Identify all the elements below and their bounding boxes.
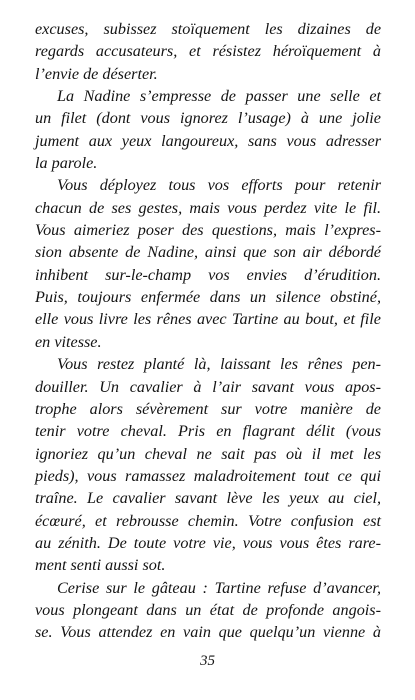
page-number: 35 <box>200 653 215 669</box>
text-line: Cerise sur le gâteau : Tartine refuse d’avancer, <box>57 578 381 597</box>
text-line: douiller. Un cavalier à l’air savant vous apos- <box>35 377 381 396</box>
text-line: l’envie de déserter. <box>35 64 158 83</box>
text-line: regards accusateurs, et résistez héroïquement à <box>35 42 381 61</box>
text-line: ment senti aussi sot. <box>35 556 166 575</box>
text-line: Vous aimeriez poser des questions, mais l’expres- <box>35 221 381 240</box>
text-line: vous plongeant dans un état de profonde angois- <box>35 600 381 619</box>
text-line: Vous déployez tous vos efforts pour retenir <box>57 176 381 195</box>
body-text <box>35 18 381 644</box>
text-line: elle vous livre les rênes avec Tartine au bout, et file <box>35 310 381 329</box>
text-line: trophe alors sévèrement sur votre manière de <box>35 399 381 418</box>
text-line: traîne. Le cavalier savant lève les yeux au ciel, <box>35 489 381 508</box>
text-line: écœuré, et rebrousse chemin. Votre confusion est <box>35 511 381 530</box>
text-line: pieds), vous ramassez maladroitement tout ce qui <box>35 466 381 485</box>
text-line: Puis, toujours enfermée dans un silence obstiné, <box>35 288 381 307</box>
text-line: La Nadine s’empresse de passer une selle et <box>57 87 381 106</box>
text-line: ignoriez qu’un cheval ne sait pas où il met les <box>35 444 381 463</box>
text-line: se. Vous attendez en vain que quelqu’un vienne à <box>35 623 381 642</box>
text-line: jument aux yeux langoureux, sans vous adresser <box>35 131 381 150</box>
text-line: sion absente de Nadine, ainsi que son air débordé <box>35 243 381 262</box>
text-line: excuses, subissez stoïquement les dizaines de <box>35 20 381 38</box>
text-line: au zénith. De toute votre vie, vous vous êtes rare- <box>35 533 381 552</box>
text-line: la parole. <box>35 154 98 173</box>
text-line: en vitesse. <box>35 332 102 351</box>
text-line: tenir votre cheval. Pris en flagrant délit (vous <box>35 422 381 441</box>
text-line: inhibent sur-le-champ vos envies d’érudition. <box>35 265 381 284</box>
text-line: un filet (dont vous ignorez l’usage) à une jolie <box>35 109 381 128</box>
text-line: chacun de ses gestes, mais vous perdez vite le fil. <box>35 198 381 217</box>
text-line: Vous restez planté là, laissant les rênes pen- <box>57 355 381 374</box>
